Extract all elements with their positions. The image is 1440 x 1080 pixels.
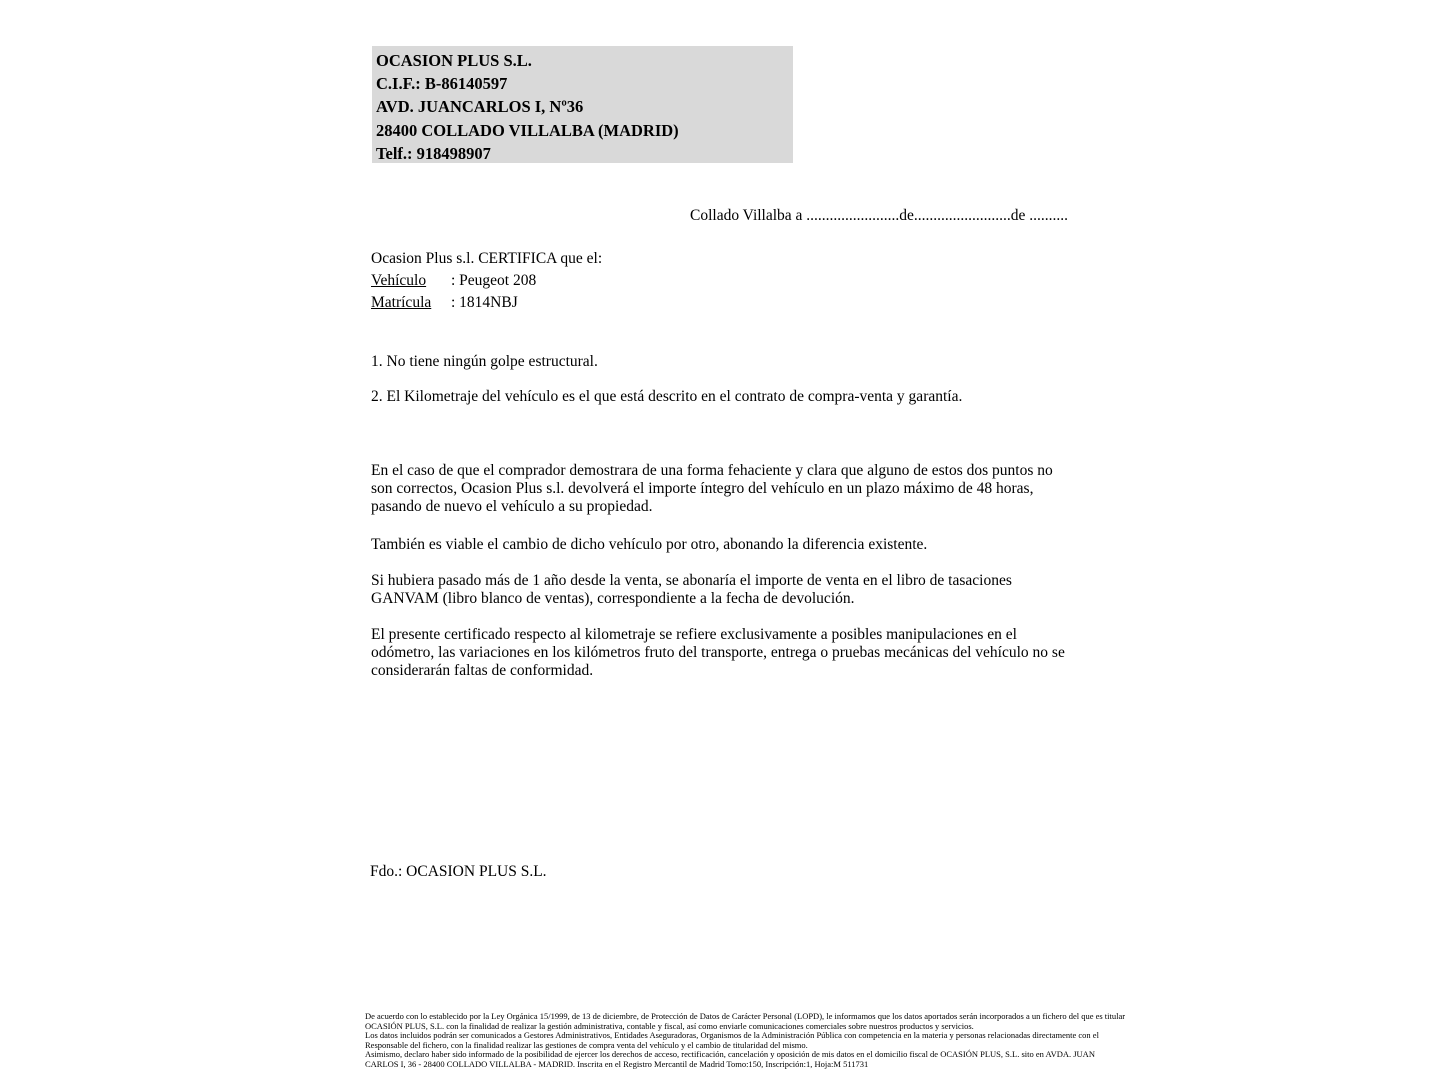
company-cif: C.I.F.: B-86140597 bbox=[376, 74, 508, 94]
certifica-line: Ocasion Plus s.l. CERTIFICA que el: bbox=[371, 250, 603, 267]
vehicle-row bbox=[371, 270, 602, 292]
legal-line: OCASIÓN PLUS, S.L. con la finalidad de realizar la gestión administrativa, contable y fiscal, así como enviarle comunicaciones comerciales sobre nuestros productos y servicios. bbox=[365, 1020, 974, 1031]
signature-line: Fdo.: OCASION PLUS S.L. bbox=[370, 863, 547, 880]
point-1: 1. No tiene ningún golpe estructural. bbox=[371, 353, 598, 370]
legal-line: Responsable del fichero, con la finalidad realizar las gestiones de compra venta del vehículo y el cambio de titularidad del mismo. bbox=[365, 1039, 808, 1050]
legal-line: CARLOS I, 36 - 28400 COLLADO VILLALBA - MADRID. Inscrita en el Registro Mercantil de Madrid Tomo:150, Inscripción:1, Hoja:M 511731 bbox=[365, 1058, 869, 1069]
company-header-box bbox=[372, 46, 793, 163]
paragraph-refund: En el caso de que el comprador demostrara de una forma fehaciente y clara que alguno de estos dos puntos no son correctos, Ocasion Plus s.l. devolverá el importe íntegro del vehículo en un plazo máximo de 48 horas, pasando de nuevo el vehículo a su propiedad. bbox=[371, 462, 1053, 516]
company-address: AVD. JUANCARLOS I, Nº36 bbox=[376, 97, 584, 117]
company-name: OCASION PLUS S.L. bbox=[376, 51, 532, 70]
plate-value: : 1814NBJ bbox=[451, 294, 518, 311]
date-line: Collado Villalba a ........................de.........................de .......... bbox=[690, 207, 1069, 224]
company-city: 28400 COLLADO VILLALBA (MADRID) bbox=[376, 120, 679, 140]
plate-row bbox=[371, 292, 602, 314]
paragraph-exchange: También es viable el cambio de dicho vehículo por otro, abonando la diferencia existente. bbox=[371, 536, 928, 553]
point-2: 2. El Kilometraje del vehículo es el que está descrito en el contrato de compra-venta y garantía. bbox=[371, 388, 963, 405]
vehicle-label: Vehículo bbox=[371, 272, 427, 289]
certificate-block bbox=[371, 248, 602, 314]
company-phone: Telf.: 918498907 bbox=[376, 143, 491, 163]
legal-line: Los datos incluidos podrán ser comunicados a Gestores Administrativos, Entidades Aseguradoras, Organismos de la Administración Pública con competencia en la materia y personas relacionadas directamente con el bbox=[365, 1030, 1099, 1041]
vehicle-value: : Peugeot 208 bbox=[451, 272, 537, 289]
legal-line: De acuerdo con lo establecido por la Ley Orgánica 15/1999, de 13 de diciembre, de Protección de Datos de Carácter Personal (LOPD), le informamos que los datos aportados serán incorporados a un fichero del que es titular bbox=[365, 1011, 1126, 1021]
plate-label: Matrícula bbox=[371, 294, 432, 311]
paragraph-ganvam: Si hubiera pasado más de 1 año desde la venta, se abonaría el importe de venta en el libro de tasaciones GANVAM (libro blanco de ventas), correspondiente a la fecha de devolución. bbox=[371, 572, 1012, 608]
legal-line: Asimismo, declaro haber sido informado de la posibilidad de ejercer los derechos de acceso, rectificación, cancelación y oposición de mis datos en el domicilio fiscal de OCASIÓN PLUS, S.L. sito en AVDA. JUAN bbox=[365, 1049, 1095, 1060]
legal-footer bbox=[365, 1012, 1125, 1070]
paragraph-odometer: El presente certificado respecto al kilometraje se refiere exclusivamente a posibles manipulaciones en el odómetro, las variaciones en los kilómetros fruto del transporte, entrega o pruebas mecánicas del vehículo no se considerarán faltas de conformidad. bbox=[371, 626, 1065, 680]
